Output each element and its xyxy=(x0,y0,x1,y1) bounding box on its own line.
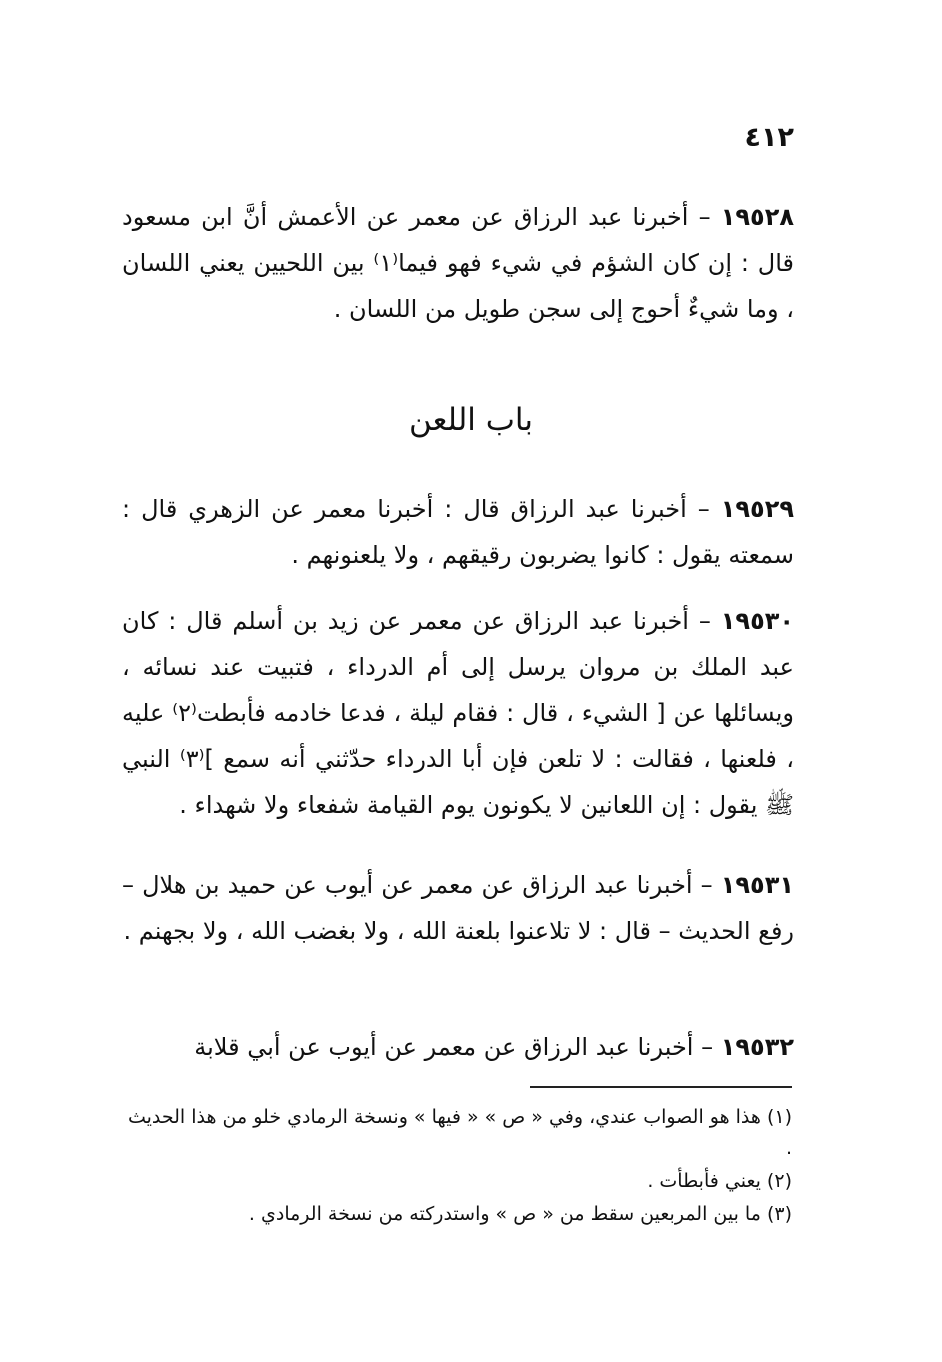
hadith-number: ١٩٥٣٠ xyxy=(720,607,795,635)
hadith-19532 xyxy=(122,1024,794,1070)
footnote-3: (٣) ما بين المربعين سقط من « ص » واستدركته من نسخة الرمادي . xyxy=(248,1203,792,1225)
footnote-divider xyxy=(530,1086,792,1088)
page-number: ٤١٢ xyxy=(744,122,794,153)
hadith-text: – أخبرنا عبد الرزاق عن معمر عن أيوب عن أبي قلابة xyxy=(194,1033,714,1061)
hadith-number: ١٩٥٣٢ xyxy=(720,1033,794,1061)
hadith-19529 xyxy=(122,486,794,578)
hadith-number: ١٩٥٢٩ xyxy=(720,495,794,523)
hadith-19528 xyxy=(122,194,794,332)
hadith-text: – أخبرنا عبد الرزاق عن معمر عن زيد بن أسلم قال : كان عبد الملك بن مروان يرسل إلى أم الدرداء ، فتبيت عند نسائه ، ويسائلها عن [ الشيء ، قال : فقام ليلة ، فدعا خادمه فأبطت⁽٢⁾ عليه ، فلعنها ، فقالت : لا تلعن فإن أبا الدرداء حدّثني أنه سمع ]⁽٣⁾ النبي ﷺ يقول : إن اللعانين لا يكونون يوم القيامة شفعاء ولا شهداء . xyxy=(122,607,795,819)
hadith-text: – أخبرنا عبد الرزاق قال : أخبرنا معمر عن الزهري قال : سمعته يقول : كانوا يضربون رقيقهم ، ولا يلعنونهم . xyxy=(122,495,794,569)
hadith-number: ١٩٥٢٨ xyxy=(720,203,794,231)
hadith-number: ١٩٥٣١ xyxy=(720,871,794,899)
hadith-19530 xyxy=(122,598,794,828)
footnote-2: (٢) يعني فأبطأت . xyxy=(647,1170,792,1192)
section-title: باب اللعن xyxy=(409,402,533,438)
hadith-19531 xyxy=(122,862,794,954)
footnotes xyxy=(122,1102,792,1232)
hadith-text: – أخبرنا عبد الرزاق عن معمر عن أيوب عن حميد بن هلال – رفع الحديث – قال : لا تلاعنوا بلعنة الله ، ولا بغضب الله ، ولا بجهنم . xyxy=(122,871,794,945)
footnote-1: (١) هذا هو الصواب عندي، وفي « ص » « فيها » ونسخة الرمادي خلو من هذا الحديث . xyxy=(127,1106,792,1159)
hadith-text: – أخبرنا عبد الرزاق عن معمر عن الأعمش أنَّ ابن مسعود قال : إن كان الشؤم في شيء فهو فيما⁽١⁾ بين اللحيين يعني اللسان ، وما شيءٌ أحوج إلى سجن طويل من اللسان . xyxy=(122,203,794,323)
